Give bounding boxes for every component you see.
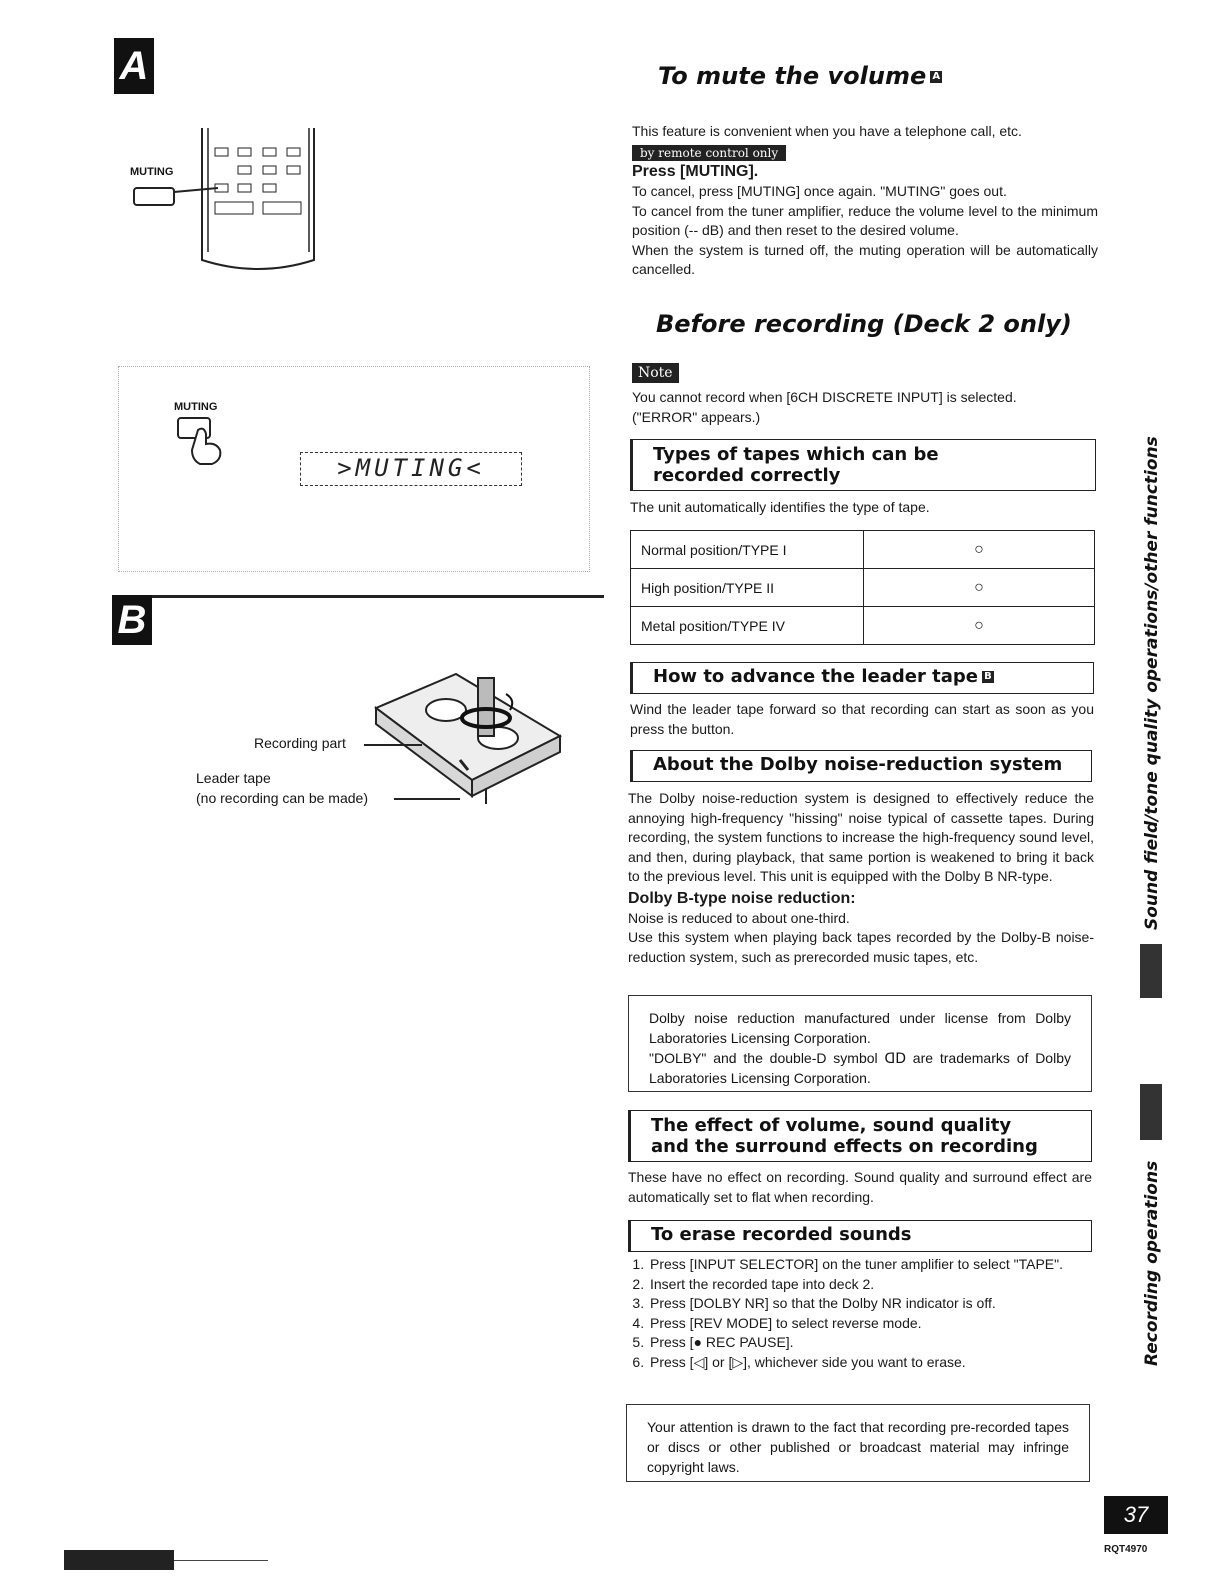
side-tab-lower-block bbox=[1140, 1084, 1162, 1140]
muting-display-readout bbox=[300, 452, 522, 486]
tape-types-heading: Types of tapes which can be recorded correctly bbox=[630, 439, 1096, 491]
leader-tape-heading bbox=[630, 662, 1094, 694]
tape-type-mark: ○ bbox=[864, 607, 1095, 645]
leader-figure-ref: B bbox=[982, 671, 994, 683]
dolby-body bbox=[628, 789, 1094, 967]
erase-step: 6. Press [◁] or [▷], whichever side you want to erase. bbox=[648, 1353, 1092, 1373]
recording-part-line bbox=[364, 744, 422, 746]
figure-b-rule bbox=[114, 595, 604, 598]
side-tab-lower: Recording operations bbox=[1142, 1160, 1162, 1366]
erase-heading: To erase recorded sounds bbox=[628, 1220, 1092, 1252]
erase-step: 1. Press [INPUT SELECTOR] on the tuner amplifier to select "TAPE". bbox=[648, 1255, 1092, 1275]
dolby-b-heading: Dolby B-type noise reduction: bbox=[628, 889, 856, 907]
bottom-left-rule bbox=[174, 1560, 268, 1561]
dolby-b-line-2: Use this system when playing back tapes recorded by the Dolby-B noise-reduction system, such as prerecorded music tapes, etc. bbox=[628, 929, 1094, 965]
mute-intro: This feature is convenient when you have a telephone call, etc. bbox=[632, 123, 1022, 139]
mute-section-title bbox=[658, 62, 942, 90]
display-arrow-right: < bbox=[466, 454, 485, 482]
display-arrow-left: > bbox=[337, 454, 356, 482]
leader-tape-line bbox=[394, 798, 460, 800]
mute-body bbox=[632, 122, 1098, 280]
mute-auto-cancel-line: When the system is turned off, the muting operation will be automatically cancelled. bbox=[632, 241, 1098, 277]
figure-a-tag: A bbox=[114, 38, 154, 94]
mute-figure-ref: A bbox=[930, 71, 942, 83]
note-badge: Note bbox=[632, 363, 679, 383]
table-row bbox=[631, 607, 1095, 645]
page-number: 37 bbox=[1104, 1496, 1168, 1534]
remote-control-illustration bbox=[126, 120, 326, 290]
effect-heading: The effect of volume, sound quality and the surround effects on recording bbox=[628, 1110, 1092, 1162]
side-tab-upper-block bbox=[1140, 944, 1162, 998]
tape-type-mark: ○ bbox=[864, 531, 1095, 569]
note-text: You cannot record when [6CH DISCRETE INPUT] is selected. ("ERROR" appears.) bbox=[632, 389, 1017, 425]
tape-type-name: Metal position/TYPE IV bbox=[631, 607, 864, 645]
effect-text: These have no effect on recording. Sound quality and surround effect are automatically set to flat when recording. bbox=[628, 1169, 1092, 1205]
erase-step: 5. Press [● REC PAUSE]. bbox=[648, 1333, 1092, 1353]
recording-section-title: Before recording (Deck 2 only) bbox=[656, 310, 1072, 338]
license-line-1: Dolby noise reduction manufactured under license from Dolby Laboratories Licensing Corporation. bbox=[649, 1010, 1071, 1046]
erase-step: 3. Press [DOLBY NR] so that the Dolby NR indicator is off. bbox=[648, 1294, 1092, 1314]
mute-press-instruction: Press [MUTING]. bbox=[632, 163, 759, 180]
leader-tape-label: Leader tape bbox=[196, 770, 271, 786]
side-tab-upper: Sound field/tone quality operations/other functions bbox=[1142, 436, 1162, 930]
tape-types-intro: The unit automatically identifies the type of tape. bbox=[630, 499, 930, 515]
table-row bbox=[631, 531, 1095, 569]
table-row bbox=[631, 569, 1095, 607]
bottom-left-mark bbox=[64, 1550, 174, 1570]
license-line-2: "DOLBY" and the double-D symbol ᗡᗞ are trademarks of Dolby Laboratories Licensing Corporation. bbox=[649, 1050, 1071, 1086]
leader-tape-text: Wind the leader tape forward so that recording can start as soon as you press the button. bbox=[630, 701, 1094, 737]
erase-step: 4. Press [REV MODE] to select reverse mode. bbox=[648, 1314, 1092, 1334]
mute-title-text: To mute the volume bbox=[658, 62, 927, 90]
copyright-box: Your attention is drawn to the fact that recording pre-recorded tapes or discs or other published or broadcast material may infringe copyright laws. bbox=[626, 1404, 1090, 1482]
dolby-license-box bbox=[628, 995, 1092, 1092]
dolby-description: The Dolby noise-reduction system is designed to effectively reduce the annoying high-frequency "hissing" noise typical of cassette tapes. During recording, the system functions to increase the high-frequency sound level, and then, during playback, that same portion is weakened to bring it back to the previous level. This unit is equipped with the Dolby B NR-type. bbox=[628, 790, 1094, 884]
no-recording-label: (no recording can be made) bbox=[196, 790, 368, 806]
display-muting-label: MUTING bbox=[174, 401, 218, 413]
dolby-heading: About the Dolby noise-reduction system bbox=[630, 750, 1092, 782]
doc-code: RQT4970 bbox=[1104, 1544, 1148, 1555]
tape-types-table bbox=[630, 530, 1095, 645]
display-text: MUTING bbox=[355, 454, 467, 482]
tape-type-mark: ○ bbox=[864, 569, 1095, 607]
erase-steps bbox=[626, 1255, 1092, 1372]
tape-type-name: Normal position/TYPE I bbox=[631, 531, 864, 569]
remote-only-label: by remote control only bbox=[632, 145, 786, 161]
pressing-finger-icon bbox=[176, 416, 240, 468]
mute-cancel-line: To cancel, press [MUTING] once again. "MUTING" goes out. bbox=[632, 183, 1007, 199]
dolby-b-line-1: Noise is reduced to about one-third. bbox=[628, 909, 850, 926]
cassette-tape-illustration bbox=[360, 668, 570, 808]
remote-muting-label: MUTING bbox=[130, 166, 174, 178]
figure-b-tag: B bbox=[112, 595, 152, 645]
erase-step: 2. Insert the recorded tape into deck 2. bbox=[648, 1275, 1092, 1295]
recording-part-label: Recording part bbox=[254, 735, 346, 751]
tape-type-name: High position/TYPE II bbox=[631, 569, 864, 607]
mute-cancel-amplifier-line: To cancel from the tuner amplifier, reduce the volume level to the minimum position (-- dB) and then reset to the desired volume. bbox=[632, 202, 1098, 238]
leader-heading-text: How to advance the leader tape bbox=[653, 666, 978, 687]
